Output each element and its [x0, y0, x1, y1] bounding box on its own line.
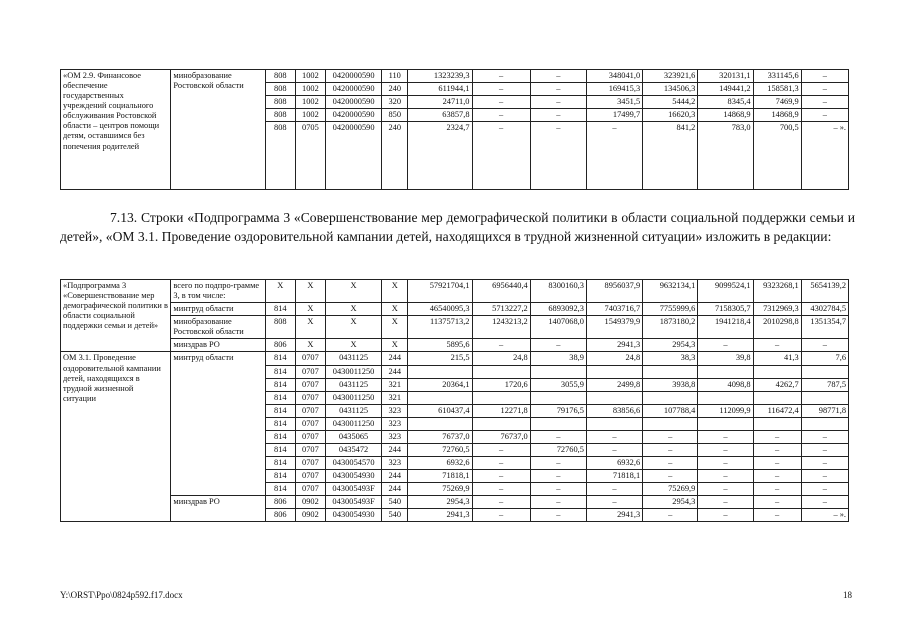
table-cell [753, 391, 801, 404]
table-cell [801, 391, 848, 404]
table-cell: 323 [382, 430, 408, 443]
table-cell: 814 [265, 430, 295, 443]
table-cell [408, 365, 472, 378]
table-cell: 72760,5 [530, 444, 586, 457]
table-cell: 7403716,7 [586, 303, 642, 316]
table-cell: 7469,9 [753, 96, 801, 109]
table-cell: X [382, 339, 408, 352]
table-cell: 323 [382, 417, 408, 430]
table-row [61, 496, 849, 509]
table-cell: 4302784,5 [801, 303, 848, 316]
table-cell: 321 [382, 378, 408, 391]
table-cell: 1002 [295, 96, 325, 109]
table-cell: 0707 [295, 470, 325, 483]
table-cell: 814 [265, 378, 295, 391]
table-cell: – [753, 457, 801, 470]
table-cell: – [472, 109, 530, 122]
table-cell: X [325, 316, 381, 339]
table-cell: 4262,7 [753, 378, 801, 391]
table-cell: – [643, 509, 698, 522]
table-cell [753, 417, 801, 430]
table-cell: 0420000590 [325, 109, 381, 122]
table-cell: 1351354,7 [801, 316, 848, 339]
table-cell: 1549379,9 [586, 316, 642, 339]
table-cell: 814 [265, 352, 295, 365]
table-cell: 323 [382, 457, 408, 470]
table-cell: 1941218,4 [698, 316, 753, 339]
row-executor: минтруд области [171, 352, 265, 496]
row-executor: минтруд области [171, 303, 265, 316]
table-cell: – [530, 109, 586, 122]
table-cell: X [382, 280, 408, 303]
table-cell: 39,8 [698, 352, 753, 365]
table-cell: X [325, 303, 381, 316]
table-cell: 1720,6 [472, 378, 530, 391]
table-cell: – ». [801, 509, 848, 522]
table-cell: – [643, 457, 698, 470]
table-cell: 6932,6 [408, 457, 472, 470]
table-row [61, 70, 849, 83]
table-cell: 107788,4 [643, 404, 698, 417]
table-cell: – [530, 483, 586, 496]
section-7-13-paragraph: 7.13. Строки «Подпрограмма 3 «Совершенствование мер демографической политики в области социальной поддержки семьи и детей», «ОМ 3.1. Проведение оздоровительной кампании детей, находящихся в трудной жизненной ситуации» изложить в редакции: [60, 210, 855, 244]
table-cell [801, 365, 848, 378]
table-cell [586, 391, 642, 404]
table-cell: 79176,5 [530, 404, 586, 417]
table-cell: 76737,0 [408, 430, 472, 443]
table-cell [530, 365, 586, 378]
table-cell: – [698, 339, 753, 352]
row-executor: минздрав РО [171, 339, 265, 352]
table-cell: – [530, 430, 586, 443]
table-cell: 20364,1 [408, 378, 472, 391]
table-cell: 7312969,3 [753, 303, 801, 316]
table-cell: – [530, 509, 586, 522]
table-cell: 98771,8 [801, 404, 848, 417]
table-cell: – [530, 96, 586, 109]
table-cell: 240 [382, 83, 408, 96]
table-cell: 0431125 [325, 404, 381, 417]
table-cell: X [295, 339, 325, 352]
table-cell: 14868,9 [698, 109, 753, 122]
table-cell: 0902 [295, 509, 325, 522]
table-cell: – [586, 496, 642, 509]
row-executor: минобразование Ростовской области [171, 70, 265, 190]
table-cell: 0707 [295, 457, 325, 470]
table-cell [408, 391, 472, 404]
table-cell: 38,3 [643, 352, 698, 365]
table-cell: – [530, 122, 586, 190]
row-description: ОМ 3.1. Проведение оздоровительной кампании детей, находящихся в трудной жизненной ситуации [61, 352, 171, 522]
table-cell: 63857,8 [408, 109, 472, 122]
table-cell: 1873180,2 [643, 316, 698, 339]
table-cell: 348041,0 [586, 70, 642, 83]
table-cell: 806 [265, 339, 295, 352]
table-cell: – [472, 96, 530, 109]
table-cell: 3451,5 [586, 96, 642, 109]
table-cell: – [801, 457, 848, 470]
table-cell [586, 365, 642, 378]
table-cell: 2010298,8 [753, 316, 801, 339]
table-cell: 043005493F [325, 496, 381, 509]
table-cell: 3055,9 [530, 378, 586, 391]
table-cell: 540 [382, 509, 408, 522]
table-cell: 158581,3 [753, 83, 801, 96]
table-cell: – [530, 83, 586, 96]
table-cell: 0707 [295, 444, 325, 457]
table-cell: – ». [801, 122, 848, 190]
table-cell: X [295, 303, 325, 316]
table-cell: 75269,9 [408, 483, 472, 496]
table-cell: 0435472 [325, 444, 381, 457]
table-cell: – [753, 339, 801, 352]
table-cell: 8300160,3 [530, 280, 586, 303]
table-cell: 0902 [295, 496, 325, 509]
table-cell [530, 417, 586, 430]
table-cell: 787,5 [801, 378, 848, 391]
table-cell: 4098,8 [698, 378, 753, 391]
table-cell: 0707 [295, 417, 325, 430]
table-cell [801, 417, 848, 430]
table-cell: – [801, 70, 848, 83]
table-cell: 814 [265, 391, 295, 404]
table-cell: 2941,3 [586, 509, 642, 522]
table-cell: 321 [382, 391, 408, 404]
table-cell: 116472,4 [753, 404, 801, 417]
table-cell [698, 391, 753, 404]
table-cell [753, 365, 801, 378]
table-cell: 7755999,6 [643, 303, 698, 316]
table-cell: 2954,3 [643, 339, 698, 352]
table-cell: 11375713,2 [408, 316, 472, 339]
table-cell: 1002 [295, 109, 325, 122]
table-cell: 2324,7 [408, 122, 472, 190]
table-cell: X [295, 316, 325, 339]
table-cell: 0430054570 [325, 457, 381, 470]
table-cell: 808 [265, 122, 295, 190]
table-cell: 72760,5 [408, 444, 472, 457]
table-cell: – [801, 430, 848, 443]
table-cell: 0431125 [325, 378, 381, 391]
table-cell: – [698, 509, 753, 522]
table-cell: 38,9 [530, 352, 586, 365]
table-cell: 244 [382, 444, 408, 457]
table-cell: 75269,9 [643, 483, 698, 496]
table-cell: 808 [265, 83, 295, 96]
table-cell: 783,0 [698, 122, 753, 190]
row-executor: минобразование Ростовской области [171, 316, 265, 339]
table-cell: 0707 [295, 404, 325, 417]
page-number: 18 [843, 590, 852, 600]
table-cell: 0707 [295, 365, 325, 378]
budget-table-om-2-9 [60, 69, 849, 190]
table-cell [472, 417, 530, 430]
table-cell: – [698, 444, 753, 457]
table-cell: 71818,1 [586, 470, 642, 483]
table-cell: 24,8 [586, 352, 642, 365]
table-cell: – [753, 430, 801, 443]
row-executor: всего по подпро-грамме 3, в том числе: [171, 280, 265, 303]
table-cell: 76737,0 [472, 430, 530, 443]
table-cell: – [801, 83, 848, 96]
table-cell: 244 [382, 365, 408, 378]
table-cell: 2954,3 [408, 496, 472, 509]
table-cell: – [472, 122, 530, 190]
table-cell: 540 [382, 496, 408, 509]
table-cell: 808 [265, 96, 295, 109]
table-cell: 331145,6 [753, 70, 801, 83]
table-cell: 9323268,1 [753, 280, 801, 303]
table-cell: – [801, 109, 848, 122]
table-cell [472, 391, 530, 404]
table-cell: 0707 [295, 352, 325, 365]
table-cell: 814 [265, 365, 295, 378]
table-cell: – [586, 483, 642, 496]
table-cell: 808 [265, 109, 295, 122]
table-cell: 2941,3 [408, 509, 472, 522]
table-cell: 610437,4 [408, 404, 472, 417]
table-cell [408, 417, 472, 430]
table-cell: 0430011250 [325, 417, 381, 430]
table-cell: – [698, 483, 753, 496]
table-cell: – [472, 444, 530, 457]
table-cell: 0430011250 [325, 365, 381, 378]
table-cell: 6893092,3 [530, 303, 586, 316]
table-cell: 7,6 [801, 352, 848, 365]
table-cell: – [698, 430, 753, 443]
table-cell: 806 [265, 496, 295, 509]
table-cell: 57921704,1 [408, 280, 472, 303]
table-cell: 6932,6 [586, 457, 642, 470]
table-cell: 149441,2 [698, 83, 753, 96]
table-cell: – [753, 509, 801, 522]
table-cell [643, 417, 698, 430]
table-cell: 611944,1 [408, 83, 472, 96]
table-cell: – [698, 470, 753, 483]
table-cell: – [801, 483, 848, 496]
table-cell: 320 [382, 96, 408, 109]
table-cell: 110 [382, 70, 408, 83]
table-cell: – [530, 470, 586, 483]
table-cell: 46540095,3 [408, 303, 472, 316]
table-cell: 71818,1 [408, 470, 472, 483]
table-cell: 808 [265, 70, 295, 83]
footer-file-path: Y:\ORST\Ppo\0824p592.f17.docx [60, 590, 183, 600]
table-cell [472, 365, 530, 378]
table-cell: 112099,9 [698, 404, 753, 417]
table-cell: – [698, 457, 753, 470]
table-cell: 9632134,1 [643, 280, 698, 303]
table-cell: 24,8 [472, 352, 530, 365]
table-cell: – [472, 509, 530, 522]
table-cell: 12271,8 [472, 404, 530, 417]
table-cell: – [472, 70, 530, 83]
table-cell: 323921,6 [643, 70, 698, 83]
table-row [61, 339, 849, 352]
table-cell [698, 417, 753, 430]
table-cell: – [472, 339, 530, 352]
table-cell: 2499,8 [586, 378, 642, 391]
table-cell: – [472, 483, 530, 496]
table-cell: 5444,2 [643, 96, 698, 109]
table-cell: 0420000590 [325, 70, 381, 83]
table-cell: – [801, 96, 848, 109]
table-cell: – [586, 430, 642, 443]
table-cell: 841,2 [643, 122, 698, 190]
table-cell: – [753, 470, 801, 483]
table-cell: – [472, 457, 530, 470]
table-cell: 14868,9 [753, 109, 801, 122]
table-cell: 3938,8 [643, 378, 698, 391]
table-cell: 700,5 [753, 122, 801, 190]
table-cell: 0707 [295, 378, 325, 391]
table-cell: 41,3 [753, 352, 801, 365]
table-cell: 0420000590 [325, 122, 381, 190]
table-cell: 215,5 [408, 352, 472, 365]
table-cell: 814 [265, 404, 295, 417]
table-cell: 814 [265, 483, 295, 496]
table-cell: – [530, 457, 586, 470]
table-cell: 1002 [295, 83, 325, 96]
table-cell: 806 [265, 509, 295, 522]
table-cell: 240 [382, 122, 408, 190]
table-cell: 0430054930 [325, 470, 381, 483]
table-cell: – [586, 444, 642, 457]
table-cell [698, 365, 753, 378]
table-cell: X [265, 280, 295, 303]
table-cell: – [530, 339, 586, 352]
table-cell: – [530, 496, 586, 509]
table-cell: 0420000590 [325, 83, 381, 96]
table-cell: – [698, 496, 753, 509]
table-cell [530, 391, 586, 404]
table-cell: X [295, 280, 325, 303]
row-executor: минздрав РО [171, 496, 265, 522]
table-cell: 244 [382, 352, 408, 365]
table-cell: X [325, 339, 381, 352]
table-cell: 850 [382, 109, 408, 122]
table-cell: – [801, 339, 848, 352]
table-cell: 8956037,9 [586, 280, 642, 303]
table-cell: 0707 [295, 483, 325, 496]
table-cell: – [472, 470, 530, 483]
table-cell: 5895,6 [408, 339, 472, 352]
table-row [61, 352, 849, 365]
row-description: «ОМ 2.9. Финансовое обеспечение государственных учреждений социального обслуживания Ростовской области – центров помощи детям, оставшимся без попечения родителей [61, 70, 171, 190]
table-row [61, 280, 849, 303]
table-cell: 5713227,2 [472, 303, 530, 316]
table-cell: 814 [265, 470, 295, 483]
table-cell: – [643, 444, 698, 457]
table-cell: 2954,3 [643, 496, 698, 509]
table-cell: 0435065 [325, 430, 381, 443]
table-cell: 808 [265, 316, 295, 339]
table-cell: 24711,0 [408, 96, 472, 109]
table-cell [643, 365, 698, 378]
table-row [61, 316, 849, 339]
table-cell: 244 [382, 470, 408, 483]
table-cell: 0420000590 [325, 96, 381, 109]
row-description: «Подпрограмма 3 «Совершенствование мер демографической политики в области социальной поддержки семьи и детей» [61, 280, 171, 352]
table-row [61, 303, 849, 316]
table-cell: 814 [265, 457, 295, 470]
table-cell: – [530, 70, 586, 83]
table-cell: 169415,3 [586, 83, 642, 96]
table-cell: – [472, 496, 530, 509]
table-cell: – [753, 483, 801, 496]
table-cell: 320131,1 [698, 70, 753, 83]
table-cell [643, 391, 698, 404]
table-cell: – [643, 470, 698, 483]
table-cell: 043005493F [325, 483, 381, 496]
table-cell: X [325, 280, 381, 303]
table-cell: 814 [265, 444, 295, 457]
table-cell: 8345,4 [698, 96, 753, 109]
table-cell: 83856,6 [586, 404, 642, 417]
table-cell: X [382, 303, 408, 316]
table-cell: 6956440,4 [472, 280, 530, 303]
table-cell: 17499,7 [586, 109, 642, 122]
table-cell: 1323239,3 [408, 70, 472, 83]
table-cell: 16620,3 [643, 109, 698, 122]
table-cell: – [472, 83, 530, 96]
table-cell: – [753, 444, 801, 457]
table-cell: – [753, 496, 801, 509]
table-cell: – [586, 122, 642, 190]
table-cell: 9099524,1 [698, 280, 753, 303]
table-cell: 0707 [295, 391, 325, 404]
table-cell: 0705 [295, 122, 325, 190]
table-cell: 814 [265, 303, 295, 316]
table-cell: – [801, 444, 848, 457]
table-cell: 134506,3 [643, 83, 698, 96]
table-cell: 5654139,2 [801, 280, 848, 303]
table-cell: 0707 [295, 430, 325, 443]
table-cell: 1002 [295, 70, 325, 83]
table-cell: – [801, 470, 848, 483]
table-cell: 244 [382, 483, 408, 496]
budget-table-subprogram-3 [60, 279, 849, 522]
table-cell: 2941,3 [586, 339, 642, 352]
table-cell: X [382, 316, 408, 339]
table-cell [586, 417, 642, 430]
table-cell: – [643, 430, 698, 443]
table-cell: 0430054930 [325, 509, 381, 522]
table-cell: 0431125 [325, 352, 381, 365]
table-cell: 814 [265, 417, 295, 430]
table-cell: 1407068,0 [530, 316, 586, 339]
table-cell: 7158305,7 [698, 303, 753, 316]
table-cell: – [801, 496, 848, 509]
table-cell: 0430011250 [325, 391, 381, 404]
table-cell: 1243213,2 [472, 316, 530, 339]
table-cell: 323 [382, 404, 408, 417]
